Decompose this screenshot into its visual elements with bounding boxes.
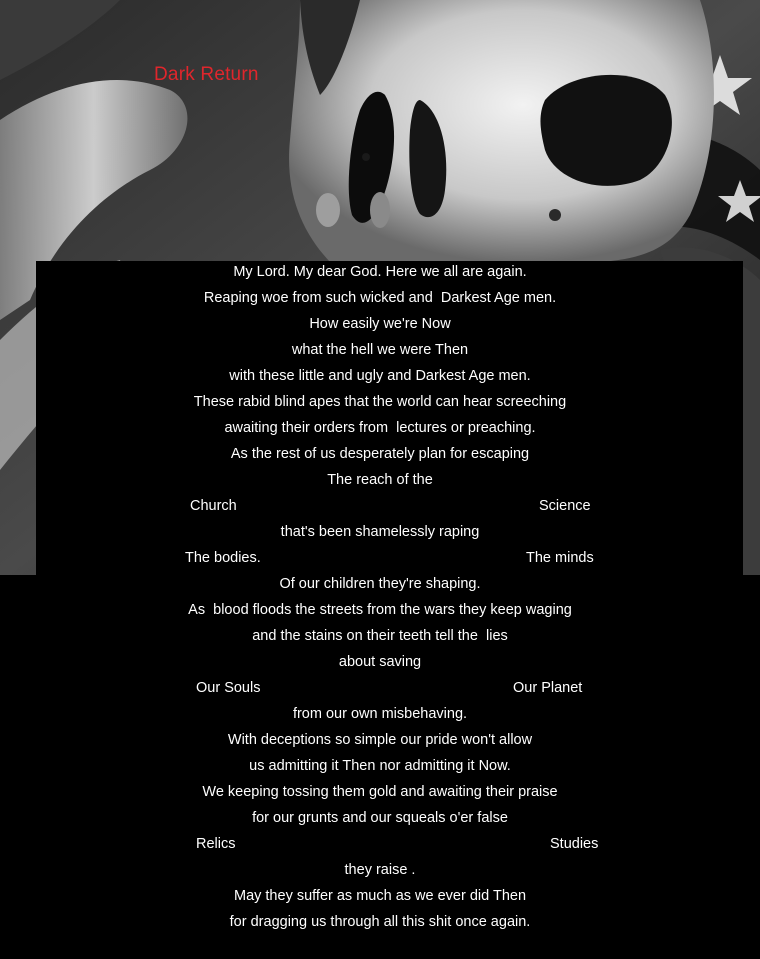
poem-line: awaiting their orders from lectures or preaching. xyxy=(224,420,536,436)
poem-line: With deceptions so simple our pride won't allow xyxy=(227,732,533,748)
poem-line: We keeping tossing them gold and awaiting their praise xyxy=(202,784,558,800)
poem-line: Reaping woe from such wicked and Darkest Age men. xyxy=(203,290,557,306)
poem-line: with these little and ugly and Darkest Age men. xyxy=(229,368,531,384)
poem-word-right: The minds xyxy=(526,550,594,566)
poem-word-left: The bodies. xyxy=(185,550,261,566)
poem-line: These rabid blind apes that the world can hear screeching xyxy=(193,394,567,410)
poem-word-right: Science xyxy=(539,498,591,514)
poem-line: from our own misbehaving. xyxy=(292,706,468,722)
poem-word-left: Our Souls xyxy=(196,680,261,696)
poem-word-left: Church xyxy=(190,498,237,514)
poem-line: us admitting it Then nor admitting it Now. xyxy=(249,758,511,774)
poem-word-right: Our Planet xyxy=(513,680,583,696)
poem-line: what the hell we were Then xyxy=(291,342,469,358)
poem-word-left: Relics xyxy=(196,836,236,852)
poem-line: My Lord. My dear God. Here we all are again. xyxy=(233,264,527,280)
poem-word-right: Studies xyxy=(550,836,599,852)
poem-line: As the rest of us desperately plan for escaping xyxy=(230,446,530,462)
poem-line: for dragging us through all this shit once again. xyxy=(229,914,531,930)
poem-line: for our grunts and our squeals o'er false xyxy=(252,810,508,826)
poem-line: The reach of the xyxy=(327,472,433,488)
poem-line: Of our children they're shaping. xyxy=(279,576,481,592)
poem-line: May they suffer as much as we ever did Then xyxy=(233,888,527,904)
poem-line: they raise . xyxy=(344,862,416,878)
poem-line: that's been shamelessly raping xyxy=(280,524,480,540)
poem-line: about saving xyxy=(338,654,422,670)
poem-line: and the stains on their teeth tell the lies xyxy=(252,628,508,644)
poem-title: Dark Return xyxy=(154,64,259,85)
poem-line: How easily we're Now xyxy=(309,316,451,332)
poem-line: As blood floods the streets from the wars they keep waging xyxy=(188,602,572,618)
